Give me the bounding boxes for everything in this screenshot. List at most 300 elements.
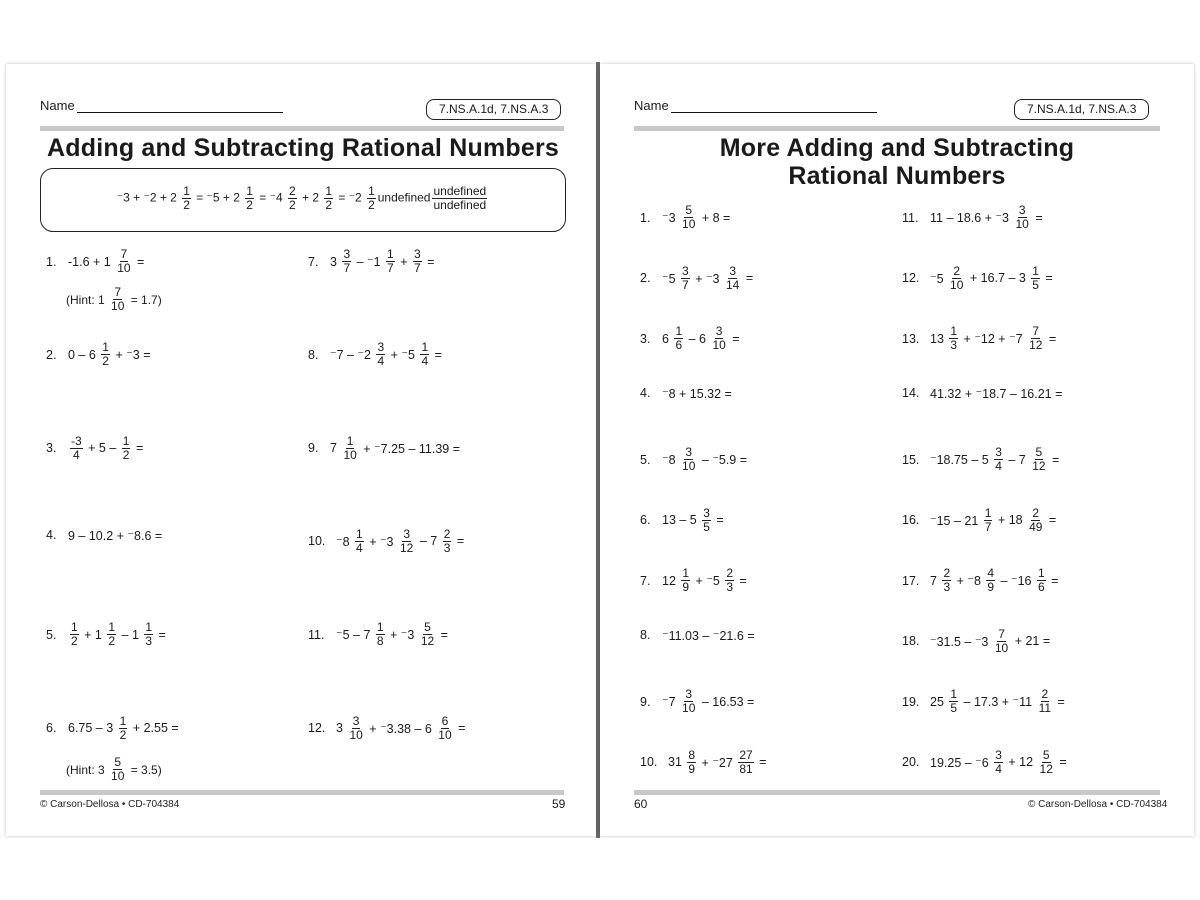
problem-expression-text: = [1048,452,1060,467]
problem-expression-text: + 21 = [1011,634,1051,648]
problem-expression-text: 3 [336,721,347,735]
problem-7 [308,248,434,275]
denominator: 9 [682,580,690,594]
problem-number: 7. [640,573,651,588]
numerator: 1 [183,184,190,198]
denominator: 2 [71,634,78,649]
footer-divider [40,790,564,795]
numerator: 1 [368,184,375,198]
problem-expression-text: 13 [930,331,948,346]
problem-expression-text: + ⁻27 [698,755,737,770]
problem-expression-text: ⁻5 [930,271,948,286]
problem-expression-text: = [1041,271,1053,285]
fraction [984,507,993,534]
denominator: 2 [246,198,253,212]
problem-expression-text: = [728,331,740,346]
problem-expression-text: = [1045,331,1057,346]
denominator: 10 [343,447,357,462]
name-label: Name [634,98,669,113]
problem-expression-text: + 1 [80,627,106,642]
numerator: 3 [685,687,693,701]
problem-8 [640,628,755,643]
problem-8 [308,341,442,368]
fraction [1028,325,1043,352]
problem-expression-text: 7 [930,573,941,588]
problem-number: 5. [46,627,57,642]
denominator: 3 [145,634,153,649]
numerator: 2 [1041,687,1049,701]
numerator: 3 [403,526,411,541]
denominator: 6 [1037,580,1045,594]
problem-expression-text: -1.6 + 1 [68,254,115,269]
numerator: 7 [1032,324,1040,338]
fraction [144,621,153,648]
denominator: 7 [413,261,421,275]
problem-expression-text: + ⁻12 + ⁻7 [960,332,1027,346]
fraction [386,248,395,275]
denominator: 4 [377,354,385,369]
numerator: 1 [145,620,153,635]
fraction [986,567,995,594]
hint-text: (Hint: 3 [66,762,109,777]
denominator: 10 [682,701,696,715]
denominator: 2 [102,354,109,369]
fraction [355,528,364,555]
numerator: 2 [726,566,734,580]
problem-number: 13. [902,331,920,346]
problem-expression-text: – 16.53 = [698,694,755,709]
denominator: 3 [950,338,958,352]
problem-expression-text: = [755,755,767,769]
numerator: 1 [122,433,130,448]
example-equation [41,185,565,212]
fraction [101,341,110,368]
numerator: 2 [943,566,951,580]
denominator: 2 [122,447,130,462]
numerator: 2 [953,263,961,278]
name-rule [77,100,283,113]
fraction [681,446,696,473]
problem-number: 4. [640,386,651,400]
problem-expression-text: = [1045,513,1057,527]
numerator: 1 [246,184,253,198]
problem-number: 10. [308,534,326,549]
problem-expression-text: + ⁻7.25 – 11.39 = [359,441,460,456]
fraction [711,325,726,352]
problem-expression-text: 19.25 – ⁻6 [930,755,993,770]
numerator: 5 [685,203,693,217]
numerator: 1 [108,620,116,635]
problem-expression-text: + ⁻5 [692,574,724,588]
problem-7 [640,567,747,594]
standards-badge: 7.NS.A.1d, 7.NS.A.3 [426,99,561,120]
problem-expression-text: + [396,254,411,269]
numerator: 1 [421,340,429,355]
problem-expression-text: ⁻5 [662,271,680,286]
numerator: 27 [739,747,753,762]
problem-expression-text: 6 [662,331,673,346]
problem-number: 17. [902,573,920,588]
fraction [681,204,696,231]
problem-expression-text: = [423,254,435,269]
problem-expression-text: – ⁻16 [997,574,1035,588]
numerator: 1 [984,505,992,520]
problem-expression-text: – ⁻1 [353,255,385,269]
denominator: 11 [1038,701,1052,715]
denominator: 10 [349,727,363,742]
problem-10 [308,528,464,555]
numerator: 3 [377,340,385,355]
denominator: 7 [343,261,351,275]
name-label: Name [40,98,75,113]
page-title-line-2: Rational Numbers [788,162,1006,190]
problem-13 [902,325,1056,352]
fraction [116,248,131,275]
problem-9 [640,688,754,715]
header-divider [634,126,1160,131]
problem-number: 8. [640,628,651,642]
numerator: 1 [950,324,958,338]
fraction [110,756,125,783]
numerator: 8 [688,747,696,762]
problem-number: 11. [902,210,919,225]
problem-2 [46,341,151,368]
fraction [420,341,429,368]
problem-expression-text: ⁻11.03 – ⁻21.6 = [662,628,755,643]
problem-expression-text: ⁻7 [662,695,680,709]
fraction [443,528,452,555]
problem-expression-text: + 2.55 = [129,721,179,735]
problem-17 [902,567,1058,594]
denominator: 5 [950,701,958,715]
problem-expression-text: + ⁻5 [387,348,419,363]
problem-expression-text: 3 [330,254,341,269]
problem-expression-text: – 1 [118,627,143,642]
problem-expression-text: – ⁻5.9 = [698,453,748,467]
denominator: 10 [994,640,1009,655]
problem-expression-text: – 7 [416,534,441,549]
numerator: 1 [1032,263,1039,278]
numerator: 1 [346,433,354,448]
problem-number: 7. [308,254,319,269]
problem-4 [46,528,162,543]
problem-expression-text: = [1054,694,1065,709]
problem-expression-text: + 18 [994,513,1027,527]
problem-number: 2. [46,347,57,362]
numerator: 3 [715,324,723,338]
problem-expression-text: 25 [930,694,948,709]
problem-expression-text: 7 [330,441,341,456]
problem-expression-text: + ⁻3 = [111,348,151,363]
numerator: 2 [1032,505,1040,520]
denominator: 4 [995,459,1002,473]
denominator: 10 [111,769,125,783]
problem-expression-text: = [431,347,442,362]
denominator: 10 [682,217,696,231]
numerator: undefined [433,184,487,198]
denominator: 7 [387,261,394,275]
fraction [432,185,487,212]
numerator: 1 [376,620,384,635]
problem-10 [640,749,766,776]
problem-1 [640,204,730,231]
problem-expression-text: = [453,534,465,549]
denominator: 10 [712,338,726,352]
problem-number: 2. [640,271,651,285]
name-field [634,98,877,113]
problem-expression-text: 0 – 6 [68,347,100,362]
page-number: 59 [552,797,566,811]
right-page [600,64,1194,836]
fraction [949,688,958,715]
numerator: 3 [413,247,421,261]
numerator: 4 [987,566,995,580]
problem-number: 1. [46,254,57,269]
denominator: 49 [1029,519,1043,534]
fraction [182,185,191,212]
page-title: Adding and Subtracting Rational Numbers [47,134,559,162]
hint-1 [66,286,162,313]
fraction [119,715,128,742]
problem-expression-text: + 16.7 – 3 [966,271,1030,285]
fraction [942,567,951,594]
denominator: 7 [984,519,992,534]
denominator: 2 [325,198,333,212]
problem-number: 9. [308,441,319,456]
problem-expression-text: + 8 = [698,210,731,225]
denominator: 2 [183,198,190,212]
fraction [376,621,385,648]
problem-number: 3. [640,331,651,346]
standards-badge: 7.NS.A.1d, 7.NS.A.3 [1014,99,1149,120]
problem-3 [640,325,740,352]
numerator: 7 [998,626,1005,641]
denominator: undefined [433,198,487,212]
denominator: 12 [400,540,414,555]
denominator: 2 [368,198,375,212]
numerator: 3 [703,505,710,520]
problem-expression-text: – 6 [685,331,710,346]
numerator: 3 [1018,203,1026,217]
numerator: 1 [950,687,958,701]
denominator: 2 [119,727,127,742]
problem-number: 9. [640,694,651,709]
problem-expression-text: ⁻8 [662,453,680,467]
fraction [110,286,125,313]
problem-expression-text: = [742,271,754,285]
problem-6 [46,715,179,742]
problem-expression-text: + ⁻3 [386,628,418,643]
problem-expression-text: = [133,254,145,269]
numerator: 5 [1035,445,1043,459]
denominator: 12 [1029,338,1043,352]
numerator: 1 [387,247,394,261]
fraction [1038,688,1052,715]
fraction [399,528,414,555]
numerator: 2 [288,184,296,198]
problem-expression-text: + ⁻3 [691,271,723,286]
problem-expression-text: 31 [668,755,686,769]
numerator: 7 [114,285,122,299]
problem-number: 4. [46,528,57,543]
problem-number: 6. [46,721,57,735]
denominator: 2 [108,634,116,649]
fraction [1031,265,1040,292]
problem-15 [902,446,1059,473]
fraction [348,715,363,742]
problem-expression-text: = [1055,755,1067,769]
problem-expression-text: ⁻5 – 7 [336,628,374,643]
numerator: 3 [995,445,1002,459]
denominator: 3 [943,580,951,594]
name-rule [671,100,877,113]
problem-number: 12. [308,721,326,735]
fraction [687,749,696,776]
numerator: 1 [102,340,109,355]
numerator: 5 [114,755,122,769]
fraction [107,621,116,648]
hint-text: = 3.5) [127,762,162,777]
denominator: 8 [376,634,384,649]
denominator: 4 [421,354,429,369]
denominator: 2 [288,198,296,212]
denominator: 6 [675,338,683,352]
numerator: 3 [682,263,689,278]
problem-expression-text: + 12 [1004,755,1037,769]
footer-divider [634,790,1160,795]
problem-expression-text: ⁻15 – 21 [930,513,982,528]
problem-1 [46,248,144,275]
fraction [288,185,297,212]
problem-number: 14. [902,386,920,400]
denominator: 4 [995,761,1002,776]
problem-expression-text: = [437,627,448,642]
example-box [40,168,566,232]
problem-expression-text: 12 [662,573,680,588]
problem-number: 10. [640,755,658,769]
problem-expression-text: + ⁻3 [365,534,397,549]
denominator: 12 [420,634,435,649]
problem-number: 3. [46,441,57,456]
numerator: 1 [356,526,363,541]
numerator: 5 [424,620,431,635]
fraction [674,325,683,352]
denominator: 10 [1015,217,1029,231]
problem-number: 6. [640,513,651,527]
problem-5 [46,621,166,648]
problem-expression-text: 41.32 + ⁻18.7 – 16.21 = [930,386,1063,401]
denominator: 10 [438,727,452,742]
page-title-line-1: More Adding and Subtracting [719,134,1075,162]
problem-expression-text: = [1047,573,1059,588]
fraction [376,341,385,368]
numerator: 5 [1042,747,1050,762]
numerator: 1 [325,184,333,198]
numerator: 2 [443,526,451,541]
fraction [994,446,1003,473]
problem-6 [640,507,724,534]
fraction [725,265,740,292]
fraction [1039,749,1054,776]
problem-5 [640,446,747,473]
numerator: 7 [120,247,128,261]
problem-expression-text: ⁻3 [662,211,680,225]
problem-number: 20. [902,755,920,769]
problem-12 [902,265,1053,292]
example-text: ⁻3 + ⁻2 + 2 [116,190,181,205]
problem-19 [902,688,1065,715]
problem-expression-text: ⁻8 [336,534,354,549]
numerator: 3 [729,263,737,278]
fraction [1014,204,1029,231]
denominator: 9 [688,761,696,776]
problem-number: 15. [902,452,920,467]
problem-number: 8. [308,347,319,362]
numerator: 1 [71,620,78,635]
numerator: 6 [441,713,449,728]
example-text: = ⁻5 + 2 [192,190,244,205]
problem-number: 18. [902,634,920,648]
problem-number: 19. [902,694,920,709]
problem-11 [902,204,1043,231]
hint-6 [66,756,162,783]
numerator: 1 [682,566,690,580]
copyright-footer: © Carson-Dellosa • CD-704384 [40,799,180,810]
header-divider [40,126,564,131]
fraction [949,265,964,292]
denominator: 3 [443,540,451,555]
problem-expression-text: ⁻7 – ⁻2 [330,348,375,363]
fraction [420,621,435,648]
problem-2 [640,265,753,292]
problem-14 [902,386,1062,401]
numerator: 1 [1037,566,1045,580]
fraction [681,688,696,715]
problem-expression-text: = [712,513,724,527]
fraction [994,749,1003,776]
denominator: 5 [1032,277,1039,292]
page-number: 60 [634,797,648,811]
problem-expression-text: = [736,573,747,588]
problem-expression-text: ⁻18.75 – 5 [930,453,993,467]
problem-expression-text: ⁻8 + 15.32 = [662,386,732,401]
problem-20 [902,749,1067,776]
copyright-footer: © Carson-Dellosa • CD-704384 [1028,799,1168,810]
problem-12 [308,715,465,742]
denominator: 10 [682,459,696,473]
problem-expression-text: + 5 – [84,441,120,456]
fraction [70,621,79,648]
denominator: 3 [726,580,734,594]
denominator: 81 [739,761,753,776]
name-field [40,98,283,113]
problem-expression-text: = [454,721,466,735]
problem-expression-text: 6.75 – 3 [68,721,117,735]
denominator: 10 [950,277,964,292]
numerator: 1 [119,713,127,728]
fraction [342,435,357,462]
problem-expression-text: = [132,441,144,456]
problem-18 [902,628,1050,655]
denominator: 14 [726,277,740,292]
left-page [6,64,596,836]
example-text: = ⁻2 [335,190,366,205]
denominator: 12 [1039,761,1053,776]
problem-number: 12. [902,271,920,285]
fraction [702,507,711,534]
hint-text: (Hint: 1 [66,292,109,307]
denominator: 4 [356,540,363,555]
